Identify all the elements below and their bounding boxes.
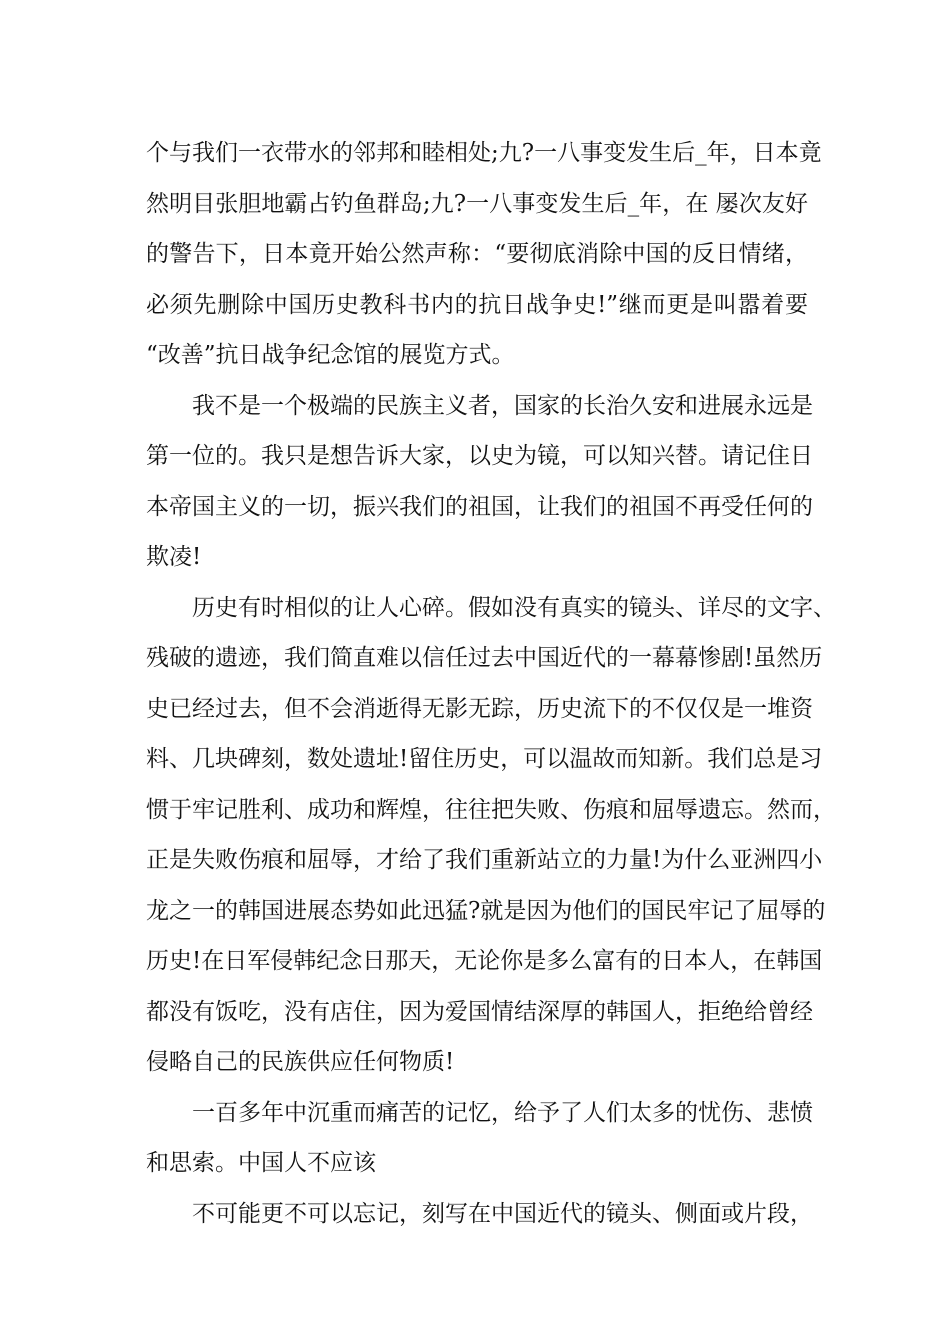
text-line: 第一位的。我只是想告诉大家，以史为镜，可以知兴替。请记住日 <box>146 443 813 469</box>
text-line: 一百多年中沉重而痛苦的记忆，给予了人们太多的忧伤、悲愤 <box>192 1099 813 1126</box>
text-line: 的警告下，日本竟开始公然声称：“要彻底消除中国的反日情绪， <box>146 241 808 267</box>
text-line: 个与我们一衣带水的邻邦和睦相处;九?一八事变发生后_年，日本竟 <box>146 140 822 166</box>
text-line: 不可能更不可以忘记，刻写在中国近代的镜头、侧面或片段， <box>192 1200 813 1227</box>
text-line: 残破的遗迹，我们简直难以信任过去中国近代的一幕幕惨剧!虽然历 <box>146 645 823 671</box>
text-line: 必须先删除中国历史教科书内的抗日战争史!”继而更是叫嚣着要 <box>146 291 808 318</box>
text-line: 然明目张胆地霸占钓鱼群岛;九?一八事变发生后_年，在 屡次友好 <box>146 190 808 217</box>
text-line: 正是失败伤痕和屈辱，才给了我们重新站立的力量!为什么亚洲四小 <box>146 847 823 873</box>
body-text <box>146 128 836 1239</box>
text-line: 龙之一的韩国进展态势如此迅猛?就是因为他们的国民牢记了屈辱的 <box>146 897 826 924</box>
text-line: 都没有饭吃，没有店住，因为爱国情结深厚的韩国人，拒绝给曾经 <box>146 998 813 1025</box>
text-line: 侵略自己的民族供应任何物质! <box>146 1049 455 1075</box>
text-line: 史已经过去，但不会消逝得无影无踪，历史流下的不仅仅是一堆资 <box>146 695 813 722</box>
text-line: 欺凌! <box>146 544 202 570</box>
text-line: 历史有时相似的让人心碎。假如没有真实的镜头、详尽的文字、 <box>192 594 836 621</box>
text-line: 我不是一个极端的民族主义者，国家的长治久安和进展永远是 <box>192 392 813 419</box>
text-line: “改善”抗日战争纪念馆的展览方式。 <box>146 342 515 368</box>
text-line: 料、几块碑刻，数处遗址!留住历史，可以温故而知新。我们总是习 <box>146 746 823 772</box>
text-line: 历史!在日军侵韩纪念日那天，无论你是多么富有的日本人，在韩国 <box>146 948 823 974</box>
text-line: 本帝国主义的一切，振兴我们的祖国，让我们的祖国不再受任何的 <box>146 493 813 520</box>
text-line: 惯于牢记胜利、成功和辉煌，往往把失败、伤痕和屈辱遗忘。然而， <box>146 796 836 823</box>
text-line: 和思索。中国人不应该 <box>146 1150 376 1176</box>
